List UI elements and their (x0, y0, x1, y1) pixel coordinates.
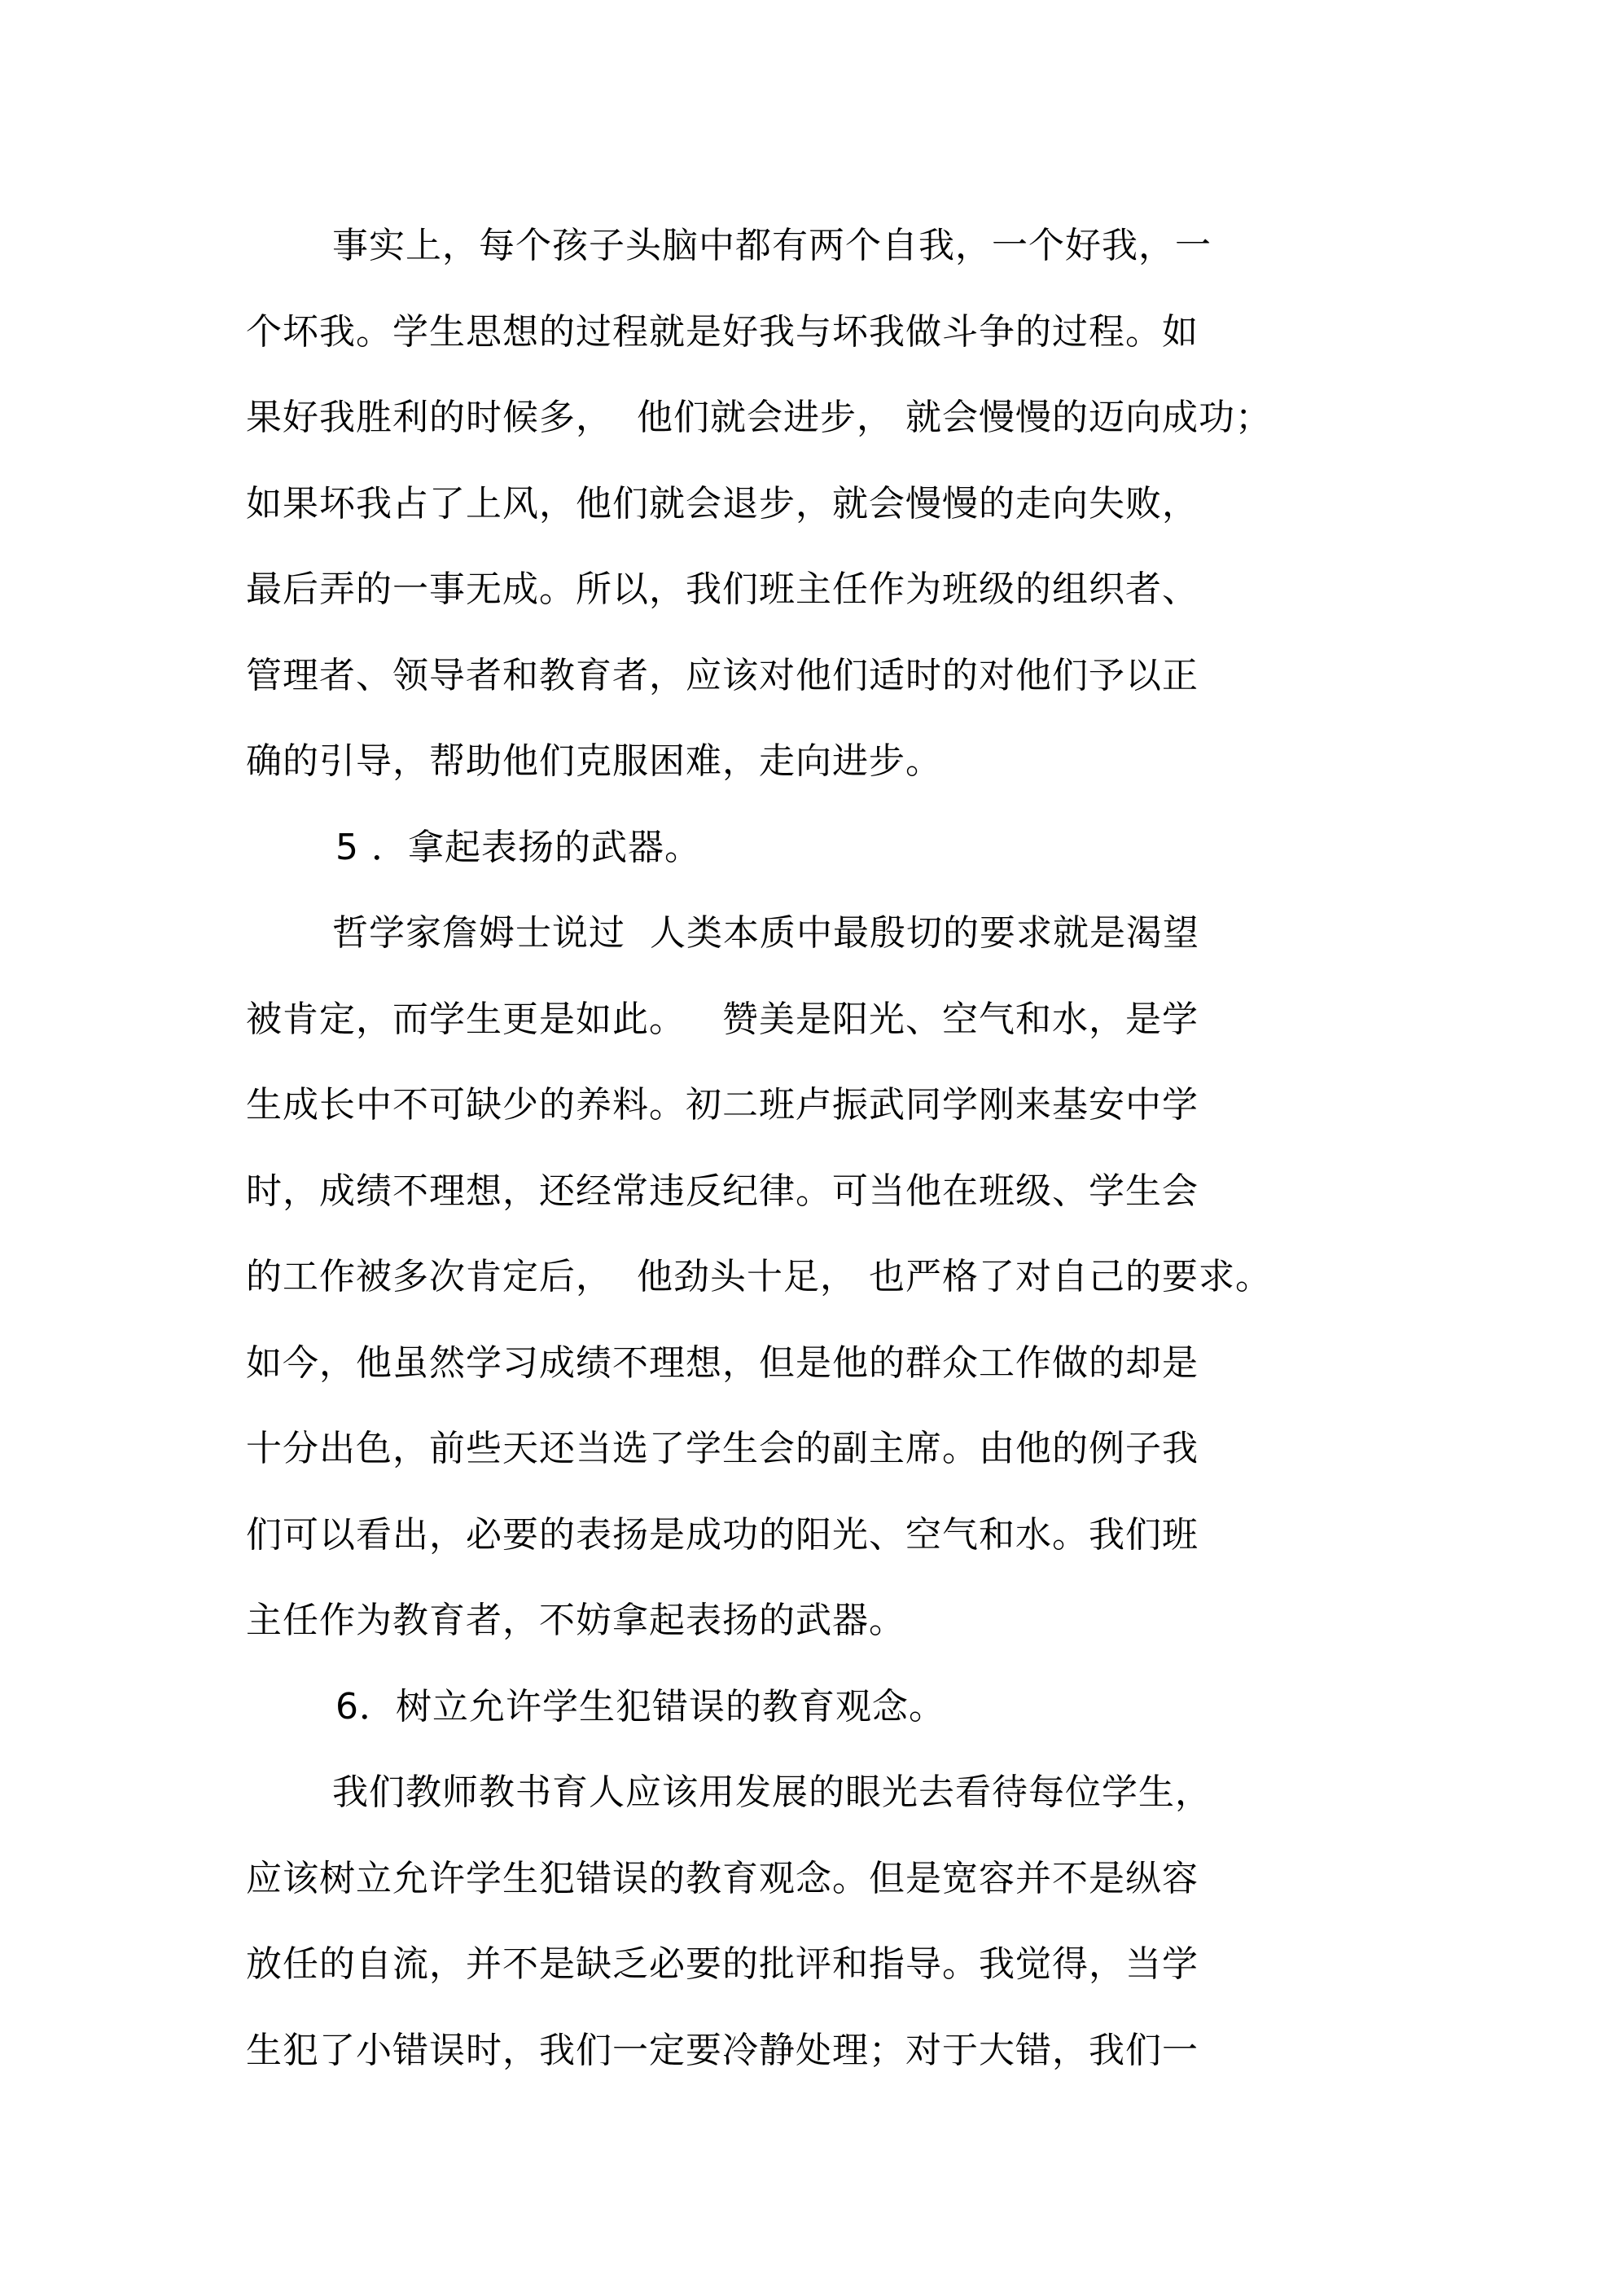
section-heading-5: 5 ．拿起表扬的武器。 (335, 827, 701, 868)
paragraph-line: 果好我胜利的时候多， 他们就会进步， 就会慢慢的迈向成功； (246, 397, 1272, 438)
paragraph-line: 们可以看出，必要的表扬是成功的阳光、空气和水。我们班 (246, 1514, 1199, 1556)
paragraph-line: 应该树立允许学生犯错误的教育观念。但是宽容并不是纵容 (246, 1858, 1199, 1899)
paragraph-line: 放任的自流，并不是缺乏必要的批评和指导。我觉得，当学 (246, 1943, 1199, 1985)
paragraph-line: 个坏我。学生思想的过程就是好我与坏我做斗争的过程。如 (246, 311, 1199, 353)
paragraph-line: 我们教师教书育人应该用发展的眼光去看待每位学生， (332, 1771, 1212, 1813)
paragraph-line: 最后弄的一事无成。所以，我们班主任作为班级的组织者、 (246, 569, 1199, 610)
paragraph-line: 时，成绩不理想，还经常违反纪律。可当他在班级、学生会 (246, 1170, 1199, 1212)
paragraph-line: 管理者、领导者和教育者，应该对他们适时的对他们予以正 (246, 655, 1199, 696)
paragraph-line: 如果坏我占了上风，他们就会退步，就会慢慢的走向失败， (246, 483, 1199, 525)
paragraph-line: 十分出色，前些天还当选了学生会的副主席。由他的例子我 (246, 1428, 1199, 1469)
paragraph-line: 如今，他虽然学习成绩不理想，但是他的群众工作做的却是 (246, 1342, 1199, 1384)
section-heading-6: 6．树立允许学生犯错误的教育观念。 (335, 1686, 945, 1727)
paragraph-line: 事实上，每个孩子头脑中都有两个自我，一个好我，一 (332, 225, 1212, 266)
paragraph-line: 主任作为教育者，不妨拿起表扬的武器。 (246, 1600, 905, 1641)
paragraph-line: 被肯定，而学生更是如此。 赞美是阳光、空气和水，是学 (246, 999, 1199, 1040)
paragraph-line: 的工作被多次肯定后， 他劲头十足， 也严格了对自己的要求。 (246, 1256, 1272, 1297)
paragraph-line: 生犯了小错误时，我们一定要冷静处理；对于大错，我们一 (246, 2030, 1199, 2071)
paragraph-line: 哲学家詹姆士说过 人类本质中最殷切的要求就是渴望 (332, 912, 1199, 954)
paragraph-line: 生成长中不可缺少的养料。初二班卢振武同学刚来基安中学 (246, 1084, 1199, 1126)
paragraph-line: 确的引导，帮助他们克服困难，走向进步。 (246, 740, 942, 782)
